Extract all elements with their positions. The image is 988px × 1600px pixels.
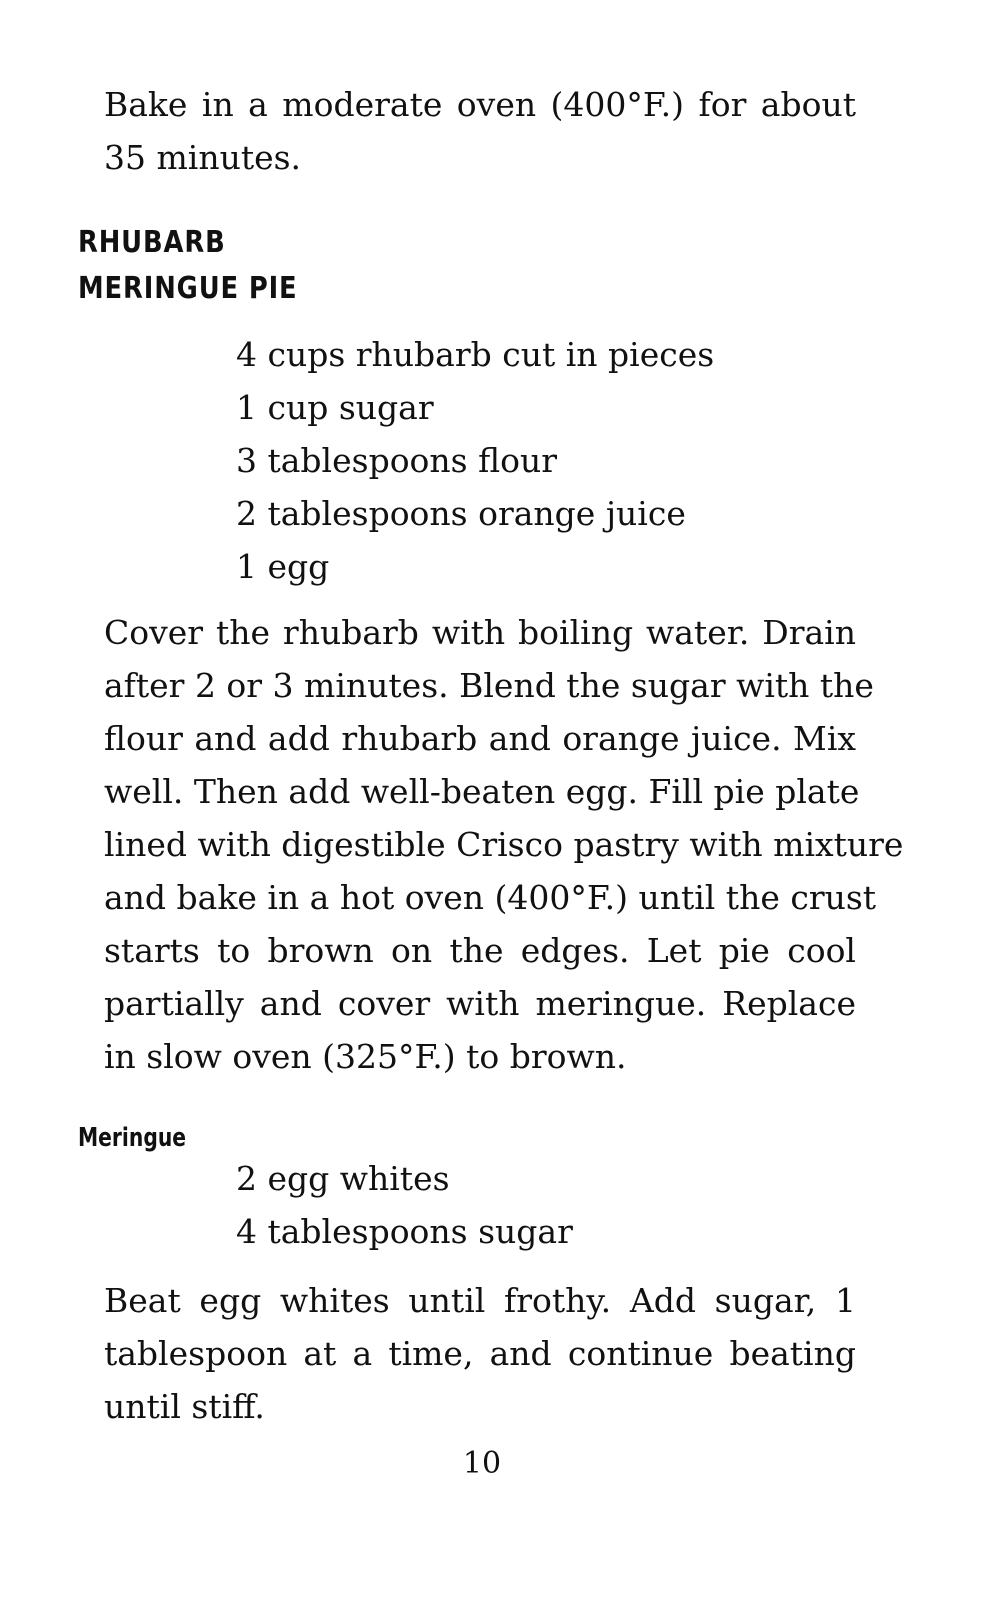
- intro-line: 35 minutes.: [104, 138, 302, 177]
- ingredient-item: 4 tablespoons sugar: [236, 1212, 573, 1251]
- meringue-title: Meringue: [78, 1123, 187, 1153]
- meringue-ingredient-list: [236, 1152, 573, 1258]
- directions-line: after 2 or 3 minutes. Blend the sugar with the: [104, 666, 874, 705]
- recipe-ingredient-list: [236, 328, 714, 593]
- directions-line: Cover the rhubarb with boiling water. Drain: [104, 613, 856, 652]
- directions-line: partially and cover with meringue. Replace: [104, 984, 856, 1023]
- recipe-title-line: MERINGUE PIE: [78, 271, 298, 306]
- directions-line: Beat egg whites until frothy. Add sugar, 1: [104, 1281, 856, 1320]
- page-number: 10: [462, 1446, 502, 1481]
- ingredient-item: 2 tablespoons orange juice: [236, 494, 686, 533]
- directions-line: and bake in a hot oven (400°F.) until the crust: [104, 878, 877, 917]
- intro-paragraph: [104, 78, 856, 184]
- intro-line: Bake in a moderate oven (400°F.) for about: [104, 85, 856, 124]
- recipe-title: [78, 220, 298, 312]
- meringue-directions: [104, 1274, 856, 1433]
- ingredient-item: 1 egg: [236, 547, 330, 586]
- recipe-title-line: RHUBARB: [78, 225, 226, 260]
- directions-line: in slow oven (325°F.) to brown.: [104, 1037, 627, 1076]
- ingredient-item: 3 tablespoons flour: [236, 441, 558, 480]
- directions-line: until stiff.: [104, 1387, 265, 1426]
- directions-line: well. Then add well-beaten egg. Fill pie plate: [104, 772, 860, 811]
- directions-line: starts to brown on the edges. Let pie cool: [104, 931, 856, 970]
- directions-line: lined with digestible Crisco pastry with mixture: [104, 825, 904, 864]
- directions-line: tablespoon at a time, and continue beating: [104, 1334, 856, 1373]
- ingredient-item: 4 cups rhubarb cut in pieces: [236, 335, 715, 374]
- directions-line: flour and add rhubarb and orange juice. Mix: [104, 719, 856, 758]
- recipe-directions: [104, 606, 904, 1083]
- ingredient-item: 2 egg whites: [236, 1159, 450, 1198]
- ingredient-item: 1 cup sugar: [236, 388, 434, 427]
